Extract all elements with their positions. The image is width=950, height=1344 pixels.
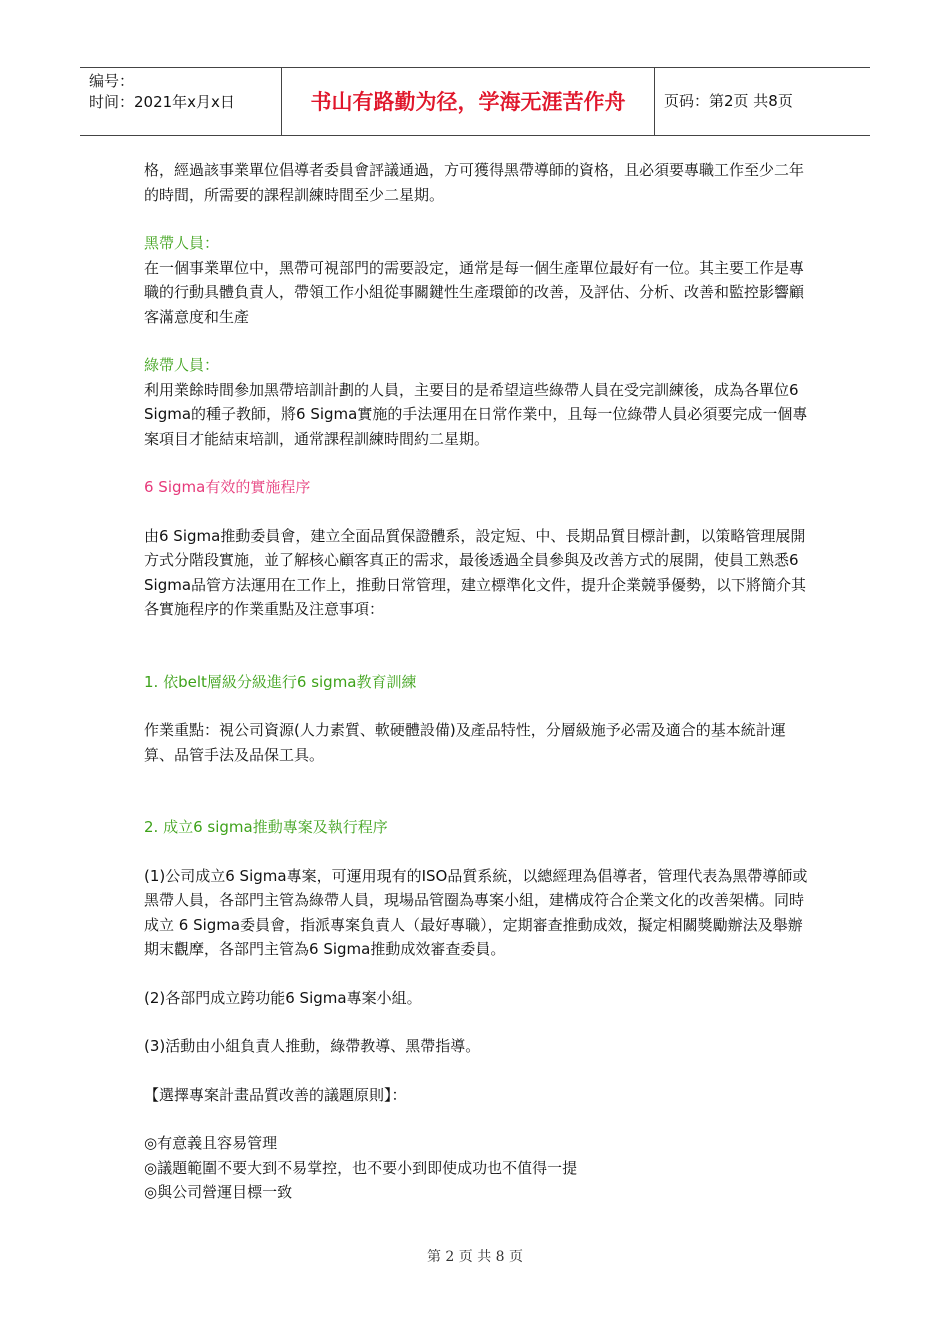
- document-body: [144, 158, 810, 1205]
- principle-item-2: ◎議題範圍不要大到不易掌控，也不要小到即使成功也不值得一提: [144, 1158, 578, 1177]
- document-time-label: 时间：2021年x月x日: [89, 93, 235, 111]
- header-table: [80, 67, 870, 136]
- paragraph-green-belt: 利用業餘時間參加黑帶培訓計劃的人員，主要目的是希望這些綠帶人員在受完訓練後，成為各單位6 Sigma的種子教師，將6 Sigma實施的手法運用在日常作業中，且每一位綠帶人員必須要完成一個專案項目才能結束培訓，通常課程訓練時間約二星期。: [144, 380, 808, 448]
- step-1-title: 1. 依belt層級分級進行6 sigma教育訓練: [144, 672, 417, 691]
- step-2-title: 2. 成立6 sigma推動專案及執行程序: [144, 818, 388, 836]
- principle-item-3: ◎與公司營運目標一致: [144, 1183, 293, 1201]
- header-page-info: 页码：第2页 共8页: [664, 92, 793, 110]
- page-footer: 第 2 页 共 8 页: [426, 1249, 524, 1265]
- section-title-green-belt: 綠帶人員：: [144, 356, 220, 374]
- paragraph-black-belt: 在一個事業單位中，黑帶可視部門的需要設定，通常是每一個生產單位最好有一位。其主要工作是專職的行動具體負責人，帶領工作小組從事關鍵性生產環節的改善，及評估、分析、改善和監控影響顧客滿意度和生產: [144, 258, 805, 326]
- paragraph-step-1: 作業重點：視公司資源(人力素質、軟硬體設備)及產品特性，分層級施予必需及適合的基本統計運算、品管手法及品保工具。: [144, 721, 786, 764]
- document-number-label: 编号：: [89, 72, 135, 90]
- principles-title: 【選擇專案計畫品質改善的議題原則】：: [144, 1085, 407, 1104]
- paragraph-step-2-item-1: (1)公司成立6 Sigma專案，可運用現有的ISO品質系統，以總經理為倡導者，管理代表為黑帶導師或黑帶人員，各部門主管為綠帶人員，現場品管圈為專案小組，建構成符合企業文化的改善架構。同時成立 6 Sigma委員會，指派專案負責人（最好專職），定期審查推動成效，擬定相關獎勵辦法及舉辦期末觀摩，各部門主管為6 Sigma推動成效審查委員。: [144, 866, 808, 958]
- paragraph-step-2-item-2: (2)各部門成立跨功能6 Sigma專案小組。: [144, 988, 422, 1007]
- principle-item-1: ◎有意義且容易管理: [144, 1134, 278, 1152]
- paragraph-step-2-item-3: (3)活動由小組負責人推動，綠帶教導、黑帶指導。: [144, 1037, 481, 1055]
- section-title-black-belt: 黑帶人員：: [144, 234, 220, 252]
- paragraph-procedure: 由6 Sigma推動委員會，建立全面品質保證體系，設定短、中、長期品質目標計劃，以策略管理展開方式分階段實施，並了解核心顧客真正的需求，最後透過全員參與及改善方式的展開，使員工熟悉6 Sigma品管方法運用在工作上，推動日常管理，建立標準化文件，提升企業競爭優勢，以下將簡介其各實施程序的作業重點及注意事項：: [144, 526, 807, 618]
- section-title-procedure: 6 Sigma有效的實施程序: [144, 478, 311, 496]
- paragraph-intro: 格，經過該事業單位倡導者委員會評議通過，方可獲得黑帶導師的資格，且必須要專職工作至少二年的時間，所需要的課程訓練時間至少二星期。: [144, 161, 805, 204]
- header-meta-cell: [80, 68, 282, 135]
- header-motto: 书山有路勤为径，学海无涯苦作舟: [282, 68, 655, 135]
